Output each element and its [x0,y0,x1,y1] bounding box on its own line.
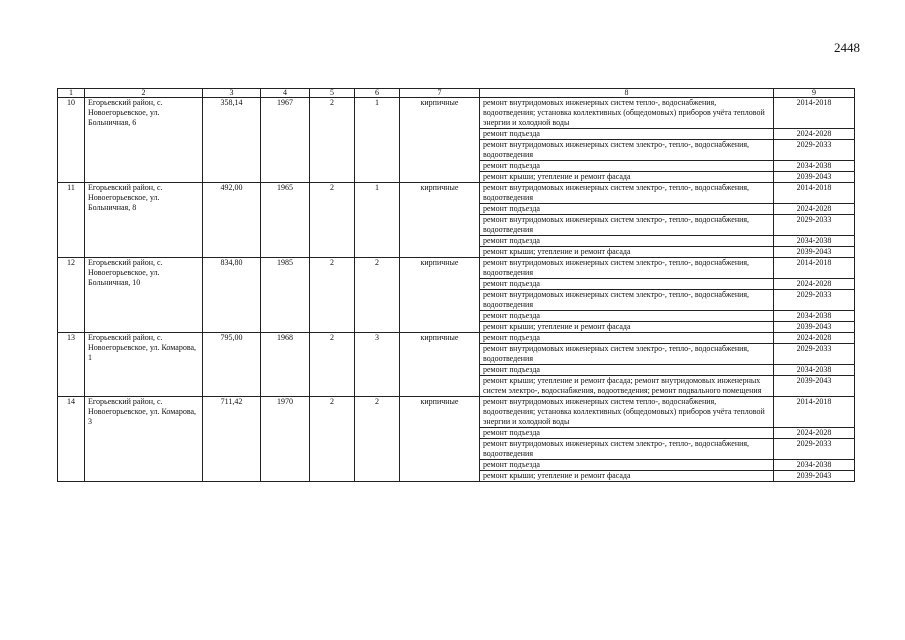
wall-material: кирпичные [400,183,480,258]
build-year: 1985 [261,258,310,333]
work-description: ремонт внутридомовых инженерных систем электро-, тепло-, водоснабжения, водоотведения [480,215,774,236]
work-description: ремонт подъезда [480,311,774,322]
building-number: 13 [58,333,85,397]
work-period: 2039-2043 [774,247,855,258]
work-description: ремонт подъезда [480,161,774,172]
building-area: 711,42 [203,397,261,482]
entrance-count: 1 [355,183,400,258]
table-row [58,183,855,204]
floor-count: 2 [310,333,355,397]
building-address: Егорьевский район, с. Новоегорьевское, ул. Больничная, 6 [85,98,203,183]
work-description: ремонт подъезда [480,204,774,215]
work-description: ремонт внутридомовых инженерных систем электро-, тепло-, водоснабжения, водоотведения [480,183,774,204]
work-period: 2014-2018 [774,258,855,279]
work-period: 2029-2033 [774,344,855,365]
building-address: Егорьевский район, с. Новоегорьевское, ул. Больничная, 10 [85,258,203,333]
work-description: ремонт крыши; утепление и ремонт фасада [480,172,774,183]
column-header: 7 [400,89,480,98]
column-header: 4 [261,89,310,98]
work-period: 2024-2028 [774,333,855,344]
floor-count: 2 [310,258,355,333]
work-period: 2024-2028 [774,428,855,439]
work-description: ремонт крыши; утепление и ремонт фасада; ремонт внутридомовых инженерных систем электро-, водоснабжения, водоотведения; ремонт подвального помещения [480,376,774,397]
wall-material: кирпичные [400,98,480,183]
table-body [58,98,855,482]
building-area: 492,00 [203,183,261,258]
work-period: 2029-2033 [774,215,855,236]
table-row [58,258,855,279]
floor-count: 2 [310,397,355,482]
repair-schedule-table [57,88,855,482]
work-period: 2014-2018 [774,98,855,129]
work-period: 2029-2033 [774,140,855,161]
work-description: ремонт подъезда [480,279,774,290]
work-period: 2034-2038 [774,161,855,172]
build-year: 1967 [261,98,310,183]
entrance-count: 2 [355,258,400,333]
column-header: 3 [203,89,261,98]
work-description: ремонт подъезда [480,428,774,439]
building-number: 11 [58,183,85,258]
building-address: Егорьевский район, с. Новоегорьевское, ул. Комарова, 3 [85,397,203,482]
work-description: ремонт внутридомовых инженерных систем электро-, тепло-, водоснабжения, водоотведения [480,140,774,161]
work-description: ремонт крыши; утепление и ремонт фасада [480,471,774,482]
entrance-count: 1 [355,98,400,183]
work-period: 2034-2038 [774,460,855,471]
build-year: 1965 [261,183,310,258]
table-row [58,333,855,344]
work-period: 2024-2028 [774,279,855,290]
building-number: 10 [58,98,85,183]
work-period: 2039-2043 [774,172,855,183]
work-period: 2014-2018 [774,183,855,204]
wall-material: кирпичные [400,397,480,482]
column-header: 1 [58,89,85,98]
work-period: 2014-2018 [774,397,855,428]
wall-material: кирпичные [400,258,480,333]
work-description: ремонт подъезда [480,460,774,471]
work-description: ремонт подъезда [480,236,774,247]
table-row [58,98,855,129]
column-header: 9 [774,89,855,98]
work-description: ремонт внутридомовых инженерных систем электро-, тепло-, водоснабжения, водоотведения [480,290,774,311]
table-row [58,397,855,428]
build-year: 1970 [261,397,310,482]
building-address: Егорьевский район, с. Новоегорьевское, ул. Комарова, 1 [85,333,203,397]
work-description: ремонт подъезда [480,333,774,344]
building-number: 14 [58,397,85,482]
entrance-count: 2 [355,397,400,482]
work-period: 2034-2038 [774,236,855,247]
work-period: 2039-2043 [774,471,855,482]
wall-material: кирпичные [400,333,480,397]
floor-count: 2 [310,183,355,258]
work-description: ремонт внутридомовых инженерных систем электро-, тепло-, водоснабжения, водоотведения [480,344,774,365]
build-year: 1968 [261,333,310,397]
building-area: 795,00 [203,333,261,397]
work-description: ремонт крыши; утепление и ремонт фасада [480,247,774,258]
work-description: ремонт подъезда [480,365,774,376]
building-area: 834,80 [203,258,261,333]
floor-count: 2 [310,98,355,183]
work-period: 2039-2043 [774,376,855,397]
column-header: 2 [85,89,203,98]
work-description: ремонт внутридомовых инженерных систем электро-, тепло-, водоснабжения, водоотведения [480,258,774,279]
work-description: ремонт внутридомовых инженерных систем тепло-, водоснабжения, водоотведения; установка коллективных (общедомовых) приборов учёта тепловой энергии и холодной воды [480,397,774,428]
entrance-count: 3 [355,333,400,397]
work-description: ремонт внутридомовых инженерных систем электро-, тепло-, водоснабжения, водоотведения [480,439,774,460]
column-header: 5 [310,89,355,98]
work-period: 2039-2043 [774,322,855,333]
column-header: 8 [480,89,774,98]
work-period: 2029-2033 [774,290,855,311]
work-period: 2024-2028 [774,204,855,215]
work-description: ремонт подъезда [480,129,774,140]
work-period: 2034-2038 [774,365,855,376]
column-header: 6 [355,89,400,98]
building-area: 358,14 [203,98,261,183]
column-number-header-row [58,89,855,98]
building-number: 12 [58,258,85,333]
work-description: ремонт внутридомовых инженерных систем тепло-, водоснабжения, водоотведения; установка коллективных (общедомовых) приборов учёта тепловой энергии и холодной воды [480,98,774,129]
work-period: 2034-2038 [774,311,855,322]
work-description: ремонт крыши; утепление и ремонт фасада [480,322,774,333]
page-number: 2448 [834,40,860,55]
building-address: Егорьевский район, с. Новоегорьевское, ул. Больничная, 8 [85,183,203,258]
work-period: 2029-2033 [774,439,855,460]
work-period: 2024-2028 [774,129,855,140]
